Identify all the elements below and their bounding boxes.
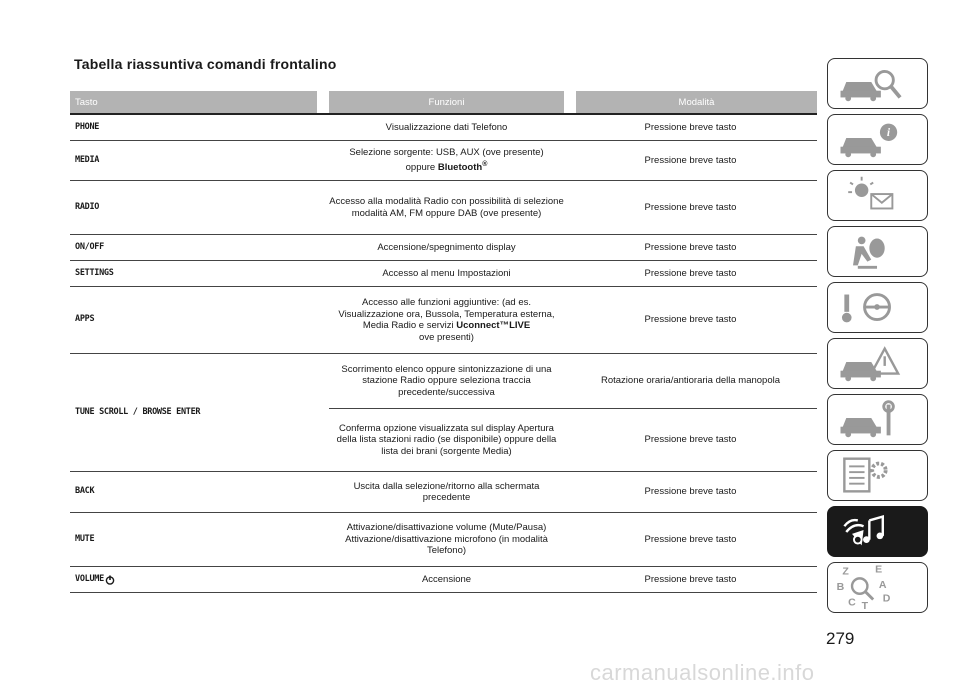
mode-cell: Pressione breve tasto — [644, 533, 737, 545]
table-row — [70, 181, 817, 235]
key-cell: PHONE — [75, 121, 100, 132]
sub-row — [329, 408, 817, 471]
index-letter: D — [882, 592, 891, 605]
key-cell: MEDIA — [75, 154, 100, 165]
table-row — [70, 354, 817, 472]
car-wrench-icon — [828, 395, 927, 444]
index-letter: C — [848, 596, 856, 609]
side-tab-airbag[interactable] — [827, 226, 928, 277]
side-tab-steering[interactable] — [827, 282, 928, 333]
key-cell: ON/OFF — [75, 241, 104, 252]
steering-key-icon — [828, 283, 927, 332]
func-text: ove presenti) — [419, 331, 474, 343]
watermark: carmanualsonline.info — [590, 660, 815, 683]
func-cell: Scorrimento elenco oppure sintonizzazione di una stazione Radio oppure seleziona traccia precedente/successiva — [341, 363, 552, 398]
sub-row — [329, 354, 817, 408]
side-tab-car-search[interactable] — [827, 58, 928, 109]
mode-cell: Pressione breve tasto — [644, 434, 737, 446]
mode-cell: Pressione breve tasto — [644, 573, 737, 585]
func-cell: Accesso alla modalità Radio con possibilità di selezione modalità AM, FM oppure DAB (ove presente) — [329, 196, 564, 219]
alphabet-index-icon — [828, 563, 927, 612]
commands-table — [70, 91, 817, 593]
header-func: Funzioni — [329, 91, 564, 113]
key-cell: APPS — [75, 314, 95, 325]
mode-cell: Pressione breve tasto — [644, 486, 737, 498]
side-tab-car-info[interactable] — [827, 114, 928, 165]
multimedia-icon — [828, 507, 927, 556]
bluetooth-label: Bluetooth — [437, 162, 483, 174]
side-tab-car-warning[interactable] — [827, 338, 928, 389]
func-cell: Conferma opzione visualizzata sul display Apertura della lista stazioni radio (se disponibile) oppure della lista dei brani (sorgente Media) — [336, 422, 557, 457]
table-header — [70, 91, 817, 113]
func-cell — [329, 287, 564, 353]
func-cell: Visualizzazione dati Telefono — [385, 121, 508, 133]
mode-cell: Pressione breve tasto — [644, 201, 737, 213]
index-letter: B — [836, 580, 845, 593]
index-letter: T — [861, 600, 869, 612]
func-cell: Accensione/spegnimento display — [377, 241, 516, 253]
side-tab-car-service[interactable] — [827, 394, 928, 445]
key-cell: TUNE SCROLL / BROWSE ENTER — [75, 406, 201, 417]
uconnect-label: Uconnect™LIVE — [456, 320, 531, 331]
table-row — [70, 141, 817, 181]
key-text: VOLUME — [75, 573, 104, 584]
header-key: Tasto — [70, 91, 317, 113]
mode-cell: Pressione breve tasto — [644, 121, 737, 133]
page-number: 279 — [826, 629, 855, 648]
func-cell: Uscita dalla selezione/ritorno alla schermata precedente — [353, 480, 540, 503]
side-tab-warning-lights[interactable] — [827, 170, 928, 221]
key-cell: SETTINGS — [75, 267, 114, 278]
table-row — [70, 235, 817, 261]
index-letter: A — [878, 578, 887, 591]
table-row — [70, 287, 817, 354]
key-cell — [70, 567, 329, 592]
mode-cell: Pressione breve tasto — [644, 267, 737, 279]
table-row — [70, 261, 817, 287]
func-cell: Accesso al menu Impostazioni — [382, 267, 511, 279]
page-title: Tabella riassuntiva comandi frontalino — [74, 56, 337, 72]
index-letter: E — [875, 563, 883, 576]
table-row — [70, 115, 817, 141]
side-tab-specs[interactable] — [827, 450, 928, 501]
specs-gear-icon — [828, 451, 927, 500]
func-cell: Attivazione/disattivazione volume (Mute/Pausa) Attivazione/disattivazione microfono (in modalità Telefono) — [345, 522, 548, 557]
func-text: Accesso alle funzioni aggiuntive: (ad es. Visualizzazione ora, Bussola, Temperatura esterna, Media Radio e servizi — [338, 297, 555, 331]
index-letter: Z — [842, 565, 849, 578]
mode-cell: Pressione breve tasto — [644, 154, 737, 166]
power-icon — [105, 575, 115, 585]
table-row — [70, 472, 817, 513]
mode-cell: Rotazione oraria/antioraria della manopola — [600, 375, 781, 387]
warning-light-mail-icon — [828, 171, 927, 220]
table-row — [70, 513, 817, 567]
car-warning-icon — [828, 339, 927, 388]
table-row — [70, 567, 817, 593]
key-cell: BACK — [75, 486, 95, 497]
func-cell — [329, 141, 564, 180]
airbag-seat-icon — [828, 227, 927, 276]
func-text: Selezione sorgente: USB, AUX (ove presente) — [349, 147, 544, 159]
car-info-icon — [828, 115, 927, 164]
header-mode: Modalità — [576, 91, 817, 113]
side-tab-alphabet-index[interactable] — [827, 562, 928, 613]
mode-cell: Pressione breve tasto — [644, 314, 737, 326]
svg-text:i: i — [886, 127, 891, 140]
func-text: oppure — [405, 162, 436, 174]
side-tab-multimedia[interactable] — [827, 506, 928, 557]
mode-cell: Pressione breve tasto — [644, 241, 737, 253]
registered-mark: ® — [482, 160, 488, 168]
key-cell: RADIO — [75, 201, 100, 212]
func-cell: Accensione — [421, 573, 472, 585]
sub-rows — [329, 354, 817, 471]
car-search-icon — [828, 59, 927, 108]
key-cell: MUTE — [75, 533, 95, 544]
